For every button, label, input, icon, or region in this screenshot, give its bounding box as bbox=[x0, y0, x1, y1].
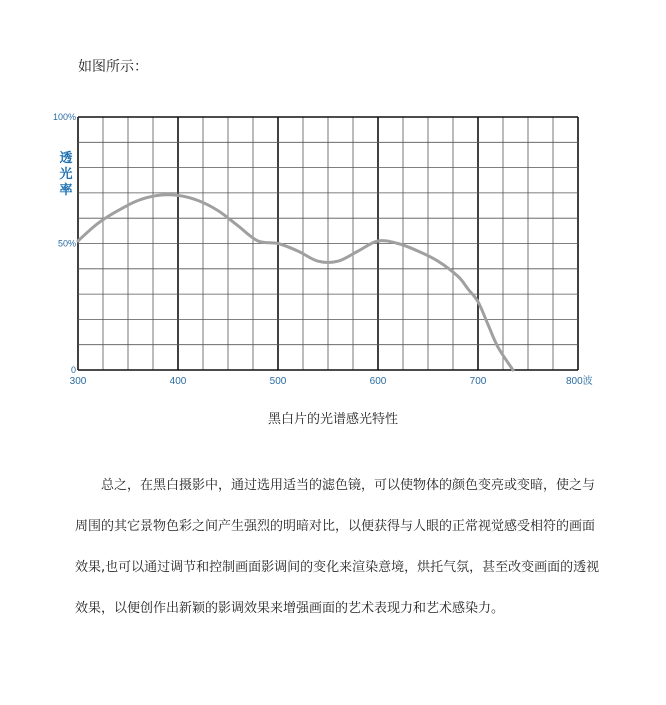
chart-caption: 黑白片的光谱感光特性 bbox=[267, 412, 398, 427]
transmittance-curve bbox=[78, 195, 513, 370]
y-axis-title bbox=[59, 150, 72, 198]
y-tick-label: 0 bbox=[70, 365, 76, 375]
x-tick-label: 500 bbox=[269, 376, 287, 387]
chart-grid bbox=[78, 117, 578, 370]
y-tick-label: 100% bbox=[52, 112, 76, 122]
x-axis-labels bbox=[70, 374, 593, 387]
x-tick-label: 800波 bbox=[566, 376, 593, 387]
intro-text: 如图所示： bbox=[78, 59, 148, 75]
y-axis-title-char: 率 bbox=[59, 183, 73, 198]
x-tick-label: 700 bbox=[469, 376, 487, 387]
y-axis-title-char: 透 bbox=[59, 151, 73, 166]
y-axis-title-char: 光 bbox=[59, 167, 73, 182]
y-tick-label: 50% bbox=[57, 238, 76, 249]
x-tick-label: 300 bbox=[69, 376, 87, 387]
x-tick-label: 600 bbox=[369, 376, 387, 387]
body-paragraph: 总之，在黑白摄影中，通过选用适当的滤色镜，可以使物体的颜色变亮或变暗，使之与周围的其它景物色彩之间产生强烈的明暗对比，以便获得与人眼的正常视觉感受相符的画面效果,也可以通过调节和控制画面影调间的变化来渲染意境，烘托气氛，甚至改变画面的透视效果，以便创作出新颖的影调效果来增强画面的艺术表现力和艺术感染力。 bbox=[75, 478, 600, 616]
x-tick-label: 400 bbox=[169, 376, 187, 387]
